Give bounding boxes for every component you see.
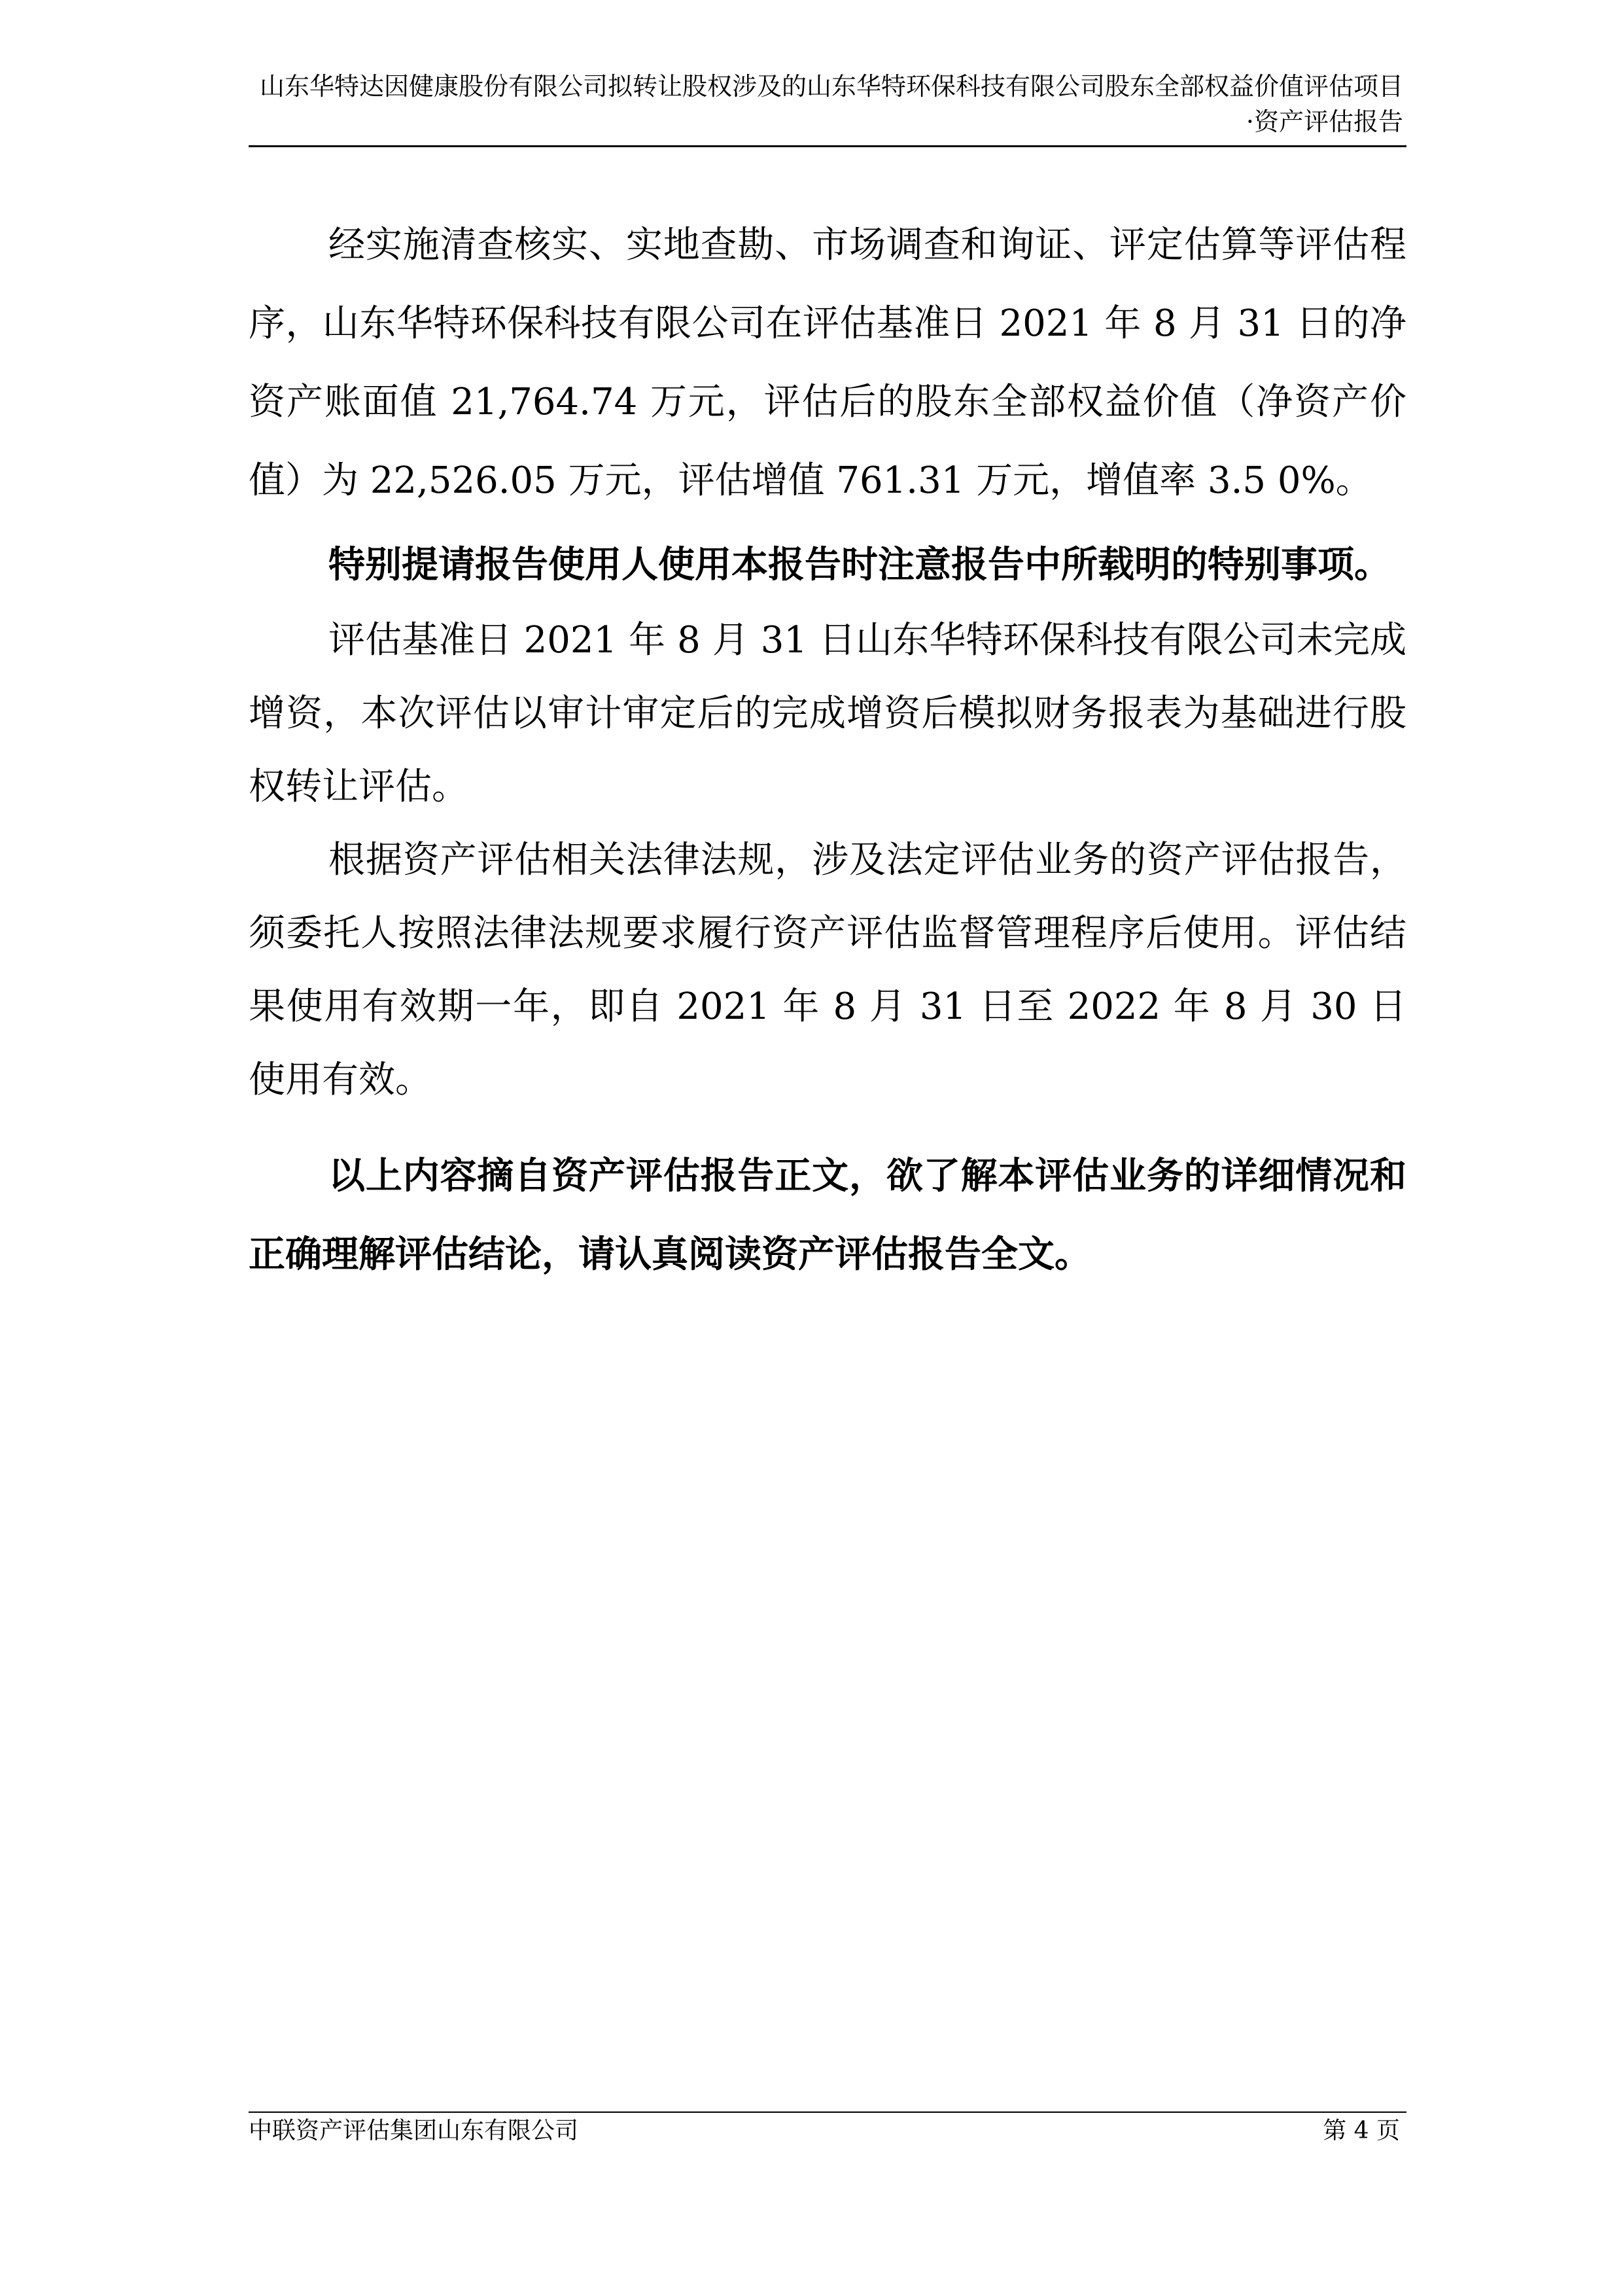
summary-paragraph-special-notice: 特别提请报告使用人使用本报告时注意报告中所载明的特别事项。 [328, 543, 1391, 586]
summary-paragraph-valuation: 经实施清查核实、实地查勘、市场调查和询证、评定估算等评估程序，山东华特环保科技有限公司在评估基准日 2021 年 8 月 31 日的净资产账面值 21,764.74 万元，评估后的股东全部权益价值（净资产价值）为 22,526.05 万元，评估增值 761.31 万元，增值率 3.5 0%。 [249, 224, 1406, 502]
header-title-line2: ·资产评估报告 [1246, 107, 1403, 136]
header-divider [249, 145, 1406, 147]
header-title-line1: 山东华特达因健康股份有限公司拟转让股权涉及的山东华特环保科技有限公司股东全部权益价值评估项目 [259, 72, 1403, 101]
page-header [249, 69, 1403, 139]
footer-company: 中联资产评估集团山东有限公司 [249, 2117, 579, 2144]
report-body [249, 206, 1406, 1294]
footer-divider [249, 2111, 1406, 2113]
summary-paragraph-excerpt-notice: 以上内容摘自资产评估报告正文，欲了解本评估业务的详细情况和正确理解评估结论，请认真阅读资产评估报告全文。 [249, 1154, 1406, 1276]
summary-paragraph-capital-increase: 评估基准日 2021 年 8 月 31 日山东华特环保科技有限公司未完成增资，本次评估以审计审定后的完成增资后模拟财务报表为基础进行股权转让评估。 [249, 619, 1406, 808]
footer-page-number: 第 4 页 [1323, 2117, 1400, 2144]
summary-paragraph-validity: 根据资产评估相关法律法规，涉及法定评估业务的资产评估报告，须委托人按照法律法规要求履行资产评估监督管理程序后使用。评估结果使用有效期一年，即自 2021 年 8 月 31 日至 2022 年 8 月 30 日使用有效。 [249, 839, 1406, 1101]
